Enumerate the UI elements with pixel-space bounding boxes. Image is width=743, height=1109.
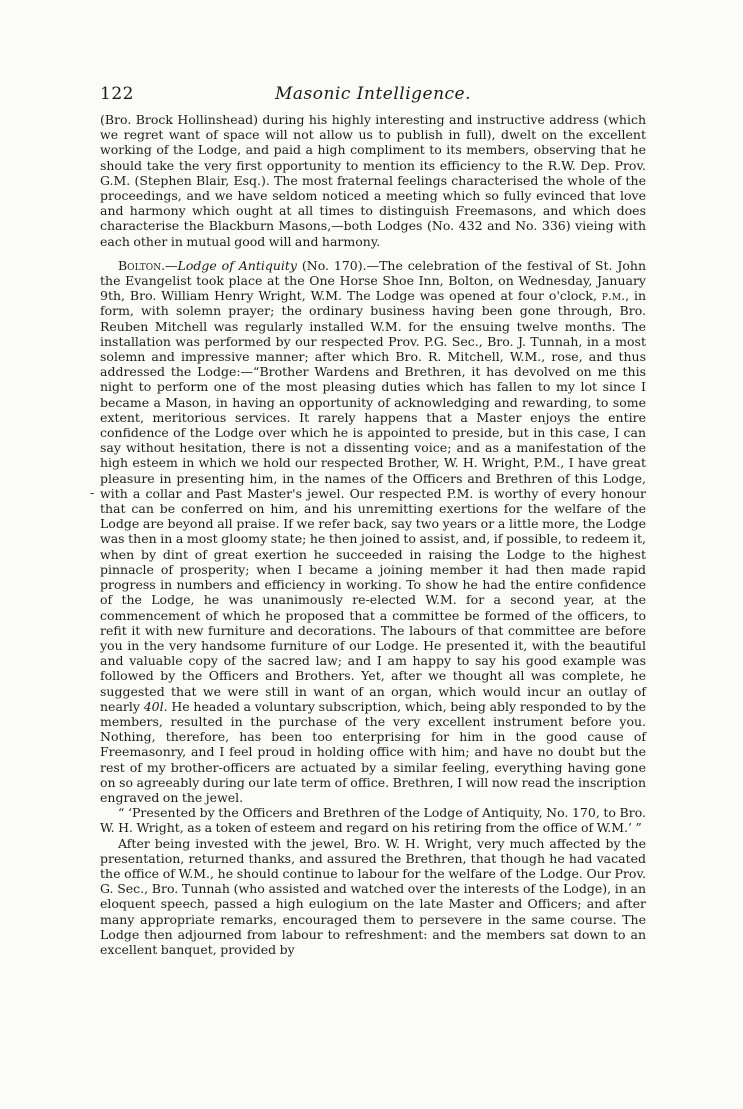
page (100, 84, 646, 957)
margin-mark: - (90, 486, 95, 500)
paragraph-investiture: After being invested with the jewel, Bro. W. H. Wright, very much affected by the presentation, returned thanks, and assured the Brethren, that though he had vacated the office of W.M., he should continue to labour for the welfare of the Lodge. Our Prov. G. Sec., Bro. Tunnah (who assisted and watched over the interests of the Lodge), in an eloquent speech, passed a high eulogium on the late Master and Officers; and after many appropriate remarks, encouraged them to persevere in the same course. The Lodge then adjourned from labour to refreshment: and the members sat down to an excellent banquet, provided by (100, 835, 646, 957)
paragraph-bolton-report: Bolton.—Lodge of Antiquity (No. 170).—The celebration of the festival of St. John the Evangelist took place at the One Horse Shoe Inn, Bolton, on Wednesday, January 9th, Bro. William Henry Wright, W.M. The Lodge was opened at four o'clock, p.m., in form, with solemn prayer; the ordinary business having been gone through, Bro. Reuben Mitchell was regularly installed W.M. for the ensuing twelve months. The installation was performed by our respected Prov. P.G. Sec., Bro. J. Tunnah, in a most solemn and impressive manner; after which Bro. R. Mitchell, W.M., rose, and thus addressed the Lodge:—“Brother Wardens and Brethren, it has devolved on me this night to perform one of the most pleasing duties which has fallen to my lot since I became a Mason, in having an opportunity of acknowledging and rewarding, to some extent, meritorious services. It rarely happens that a Master enjoys the entire confidence of the Lodge over which he is appointed to preside, but in this case, I can say without hesitation, there is not a dissenting voice; and as a manifestation of the high esteem in which we hold our respected Brother, W. H. Wright, P.M., I have great pleasure in presenting him, in the names of the Officers and Brethren of this Lodge, with a collar and Past Master's jewel. Our respected P.M. is worthy of every honour that can be conferred on him, and his unremitting exertions for the welfare of the Lodge are beyond all praise. If we refer back, say two years or a little more, the Lodge was then in a most gloomy state; he then joined to assist, and, if possible, to redeem it, when by dint of great exertion he succeeded in raising the Lodge to the highest pinnacle of prosperity; when I became a joining member it had then made rapid progress in numbers and efficiency in working. To show he had the entire confidence of the Lodge, he was unanimously re-elected W.M. for a second year, at the commencement of which he proposed that a committee be formed of the officers, to refit it with new furniture and decorations. The labours of that committee are before you in the very handsome furniture of our Lodge. He presented it, with the beautiful and valuable copy of the sacred law; and I am happy to say his good example was followed by the Officers and Brothers. Yet, after we thought all was complete, he suggested that we were still in want of an organ, which would incur an outlay of nearly 40l. He headed a voluntary subscription, which, being ably responded to by the members, resulted in the purchase of the very excellent instrument before you. Nothing, therefore, has been too enterprising for him in the good cause of Freemasonry, and I feel proud in holding office with him; and have no doubt but the rest of my brother-officers are actuated by a similar feeling, everything having gone on so agreeably during our late term of office. Brethren, I will now read the inscription engraved on the jewel. (100, 257, 647, 805)
running-title: Masonic Intelligence. (274, 84, 472, 104)
lodge-name: Lodge of Antiquity (177, 257, 297, 273)
paragraph-text: , in form, with solemn prayer; the ordinary business having been gone through, Bro. Reuben Mitchell was regularly installed W.M. for the ensuing twelve months. The installation was performed by our respected Prov. P.G. Sec., Bro. J. Tunnah, in a most solemn and impressive manner; after which Bro. R. Mitchell, W.M., rose, and thus addressed the Lodge:—“Brother Wardens and Brethren, it has devolved on me this night to perform one of the most pleasing duties which has fallen to my lot since I became a Mason, in having an opportunity of acknowledging and rewarding, to some extent, meritorious services. It rarely happens that a Master enjoys the entire confidence of the Lodge over which he is appointed to preside, but in this case, I can say without hesitation, there is not a dissenting voice; and as a manifestation of the high esteem in which we hold our respected Brother, W. H. Wright, P.M., I have great pleasure in presenting him, in the names of the Officers and Brethren of this Lodge, with a collar and Past Master's jewel. Our respected P.M. is worthy of every honour that can be conferred on him, and his unremitting exertions for the welfare of the Lodge are beyond all praise. If we refer back, say two years or a little more, the Lodge was then in a most gloomy state; he then joined to assist, and, if possible, to redeem it, when by dint of great exertion he succeeded in raising the Lodge to the highest pinnacle of prosperity; when I became a joining member it had then made rapid progress in numbers and efficiency in working. To show he had the entire confidence of the Lodge, he was unanimously re-elected W.M. for a second year, at the commencement of which he proposed that a committee be formed of the officers, to refit it with new furniture and decorations. The labours of that committee are before you in the very handsome furniture of our Lodge. He presented it, with the beautiful and valuable copy of the sacred law; and I am happy to say his good example was followed by the Officers and Brothers. Yet, after we thought all was complete, he suggested that we were still in want of an organ, which would incur an outlay of nearly (100, 288, 647, 714)
paragraph-text: (No. 170).—The celebration of the festival of St. John the Evangelist took place at the One Horse Shoe Inn, Bolton, on Wednesday, January 9th, Bro. William Henry Wright, W.M. The Lodge was opened at four o'clock, (100, 257, 646, 304)
place-heading: Bolton. (118, 257, 166, 273)
page-header (100, 84, 646, 110)
time-abbrev: p.m. (601, 288, 626, 304)
paragraph-inscription: “ ‘Presented by the Officers and Brethren of the Lodge of Antiquity, No. 170, to Bro. W. H. Wright, as a token of esteem and regard on his retiring from the office of W.M.’ ” (100, 805, 646, 836)
page-number: 122 (100, 84, 134, 104)
amount: 40l. (143, 698, 168, 714)
paragraph-continuation: (Bro. Brock Hollinshead) during his highly interesting and instructive address (which we regret want of space will not allow us to publish in full), dwelt on the excellent working of the Lodge, and paid a high compliment to its members, observing that he should take the very first opportunity to mention its efficiency to the R.W. Dep. Prov. G.M. (Stephen Blair, Esq.). The most fraternal feelings characterised the whole of the proceedings, and we have seldom noticed a meeting which so fully evinced that love and harmony which ought at all times to distinguish Freemasons, and which does characterise the Blackburn Masons,—both Lodges (No. 432 and No. 336) vieing with each other in mutual good will and harmony. (100, 112, 646, 249)
paragraph-text: He headed a voluntary subscription, which, being ably responded to by the members, resulted in the purchase of the very excellent instrument before you. Nothing, therefore, has been too enterprising for him in the good cause of Freemasonry, and I feel proud in holding office with him; and have no doubt but the rest of my brother-officers are actuated by a similar feeling, everything having gone on so agreeably during our late term of office. Brethren, I will now read the inscription engraved on the jewel. (100, 698, 646, 805)
